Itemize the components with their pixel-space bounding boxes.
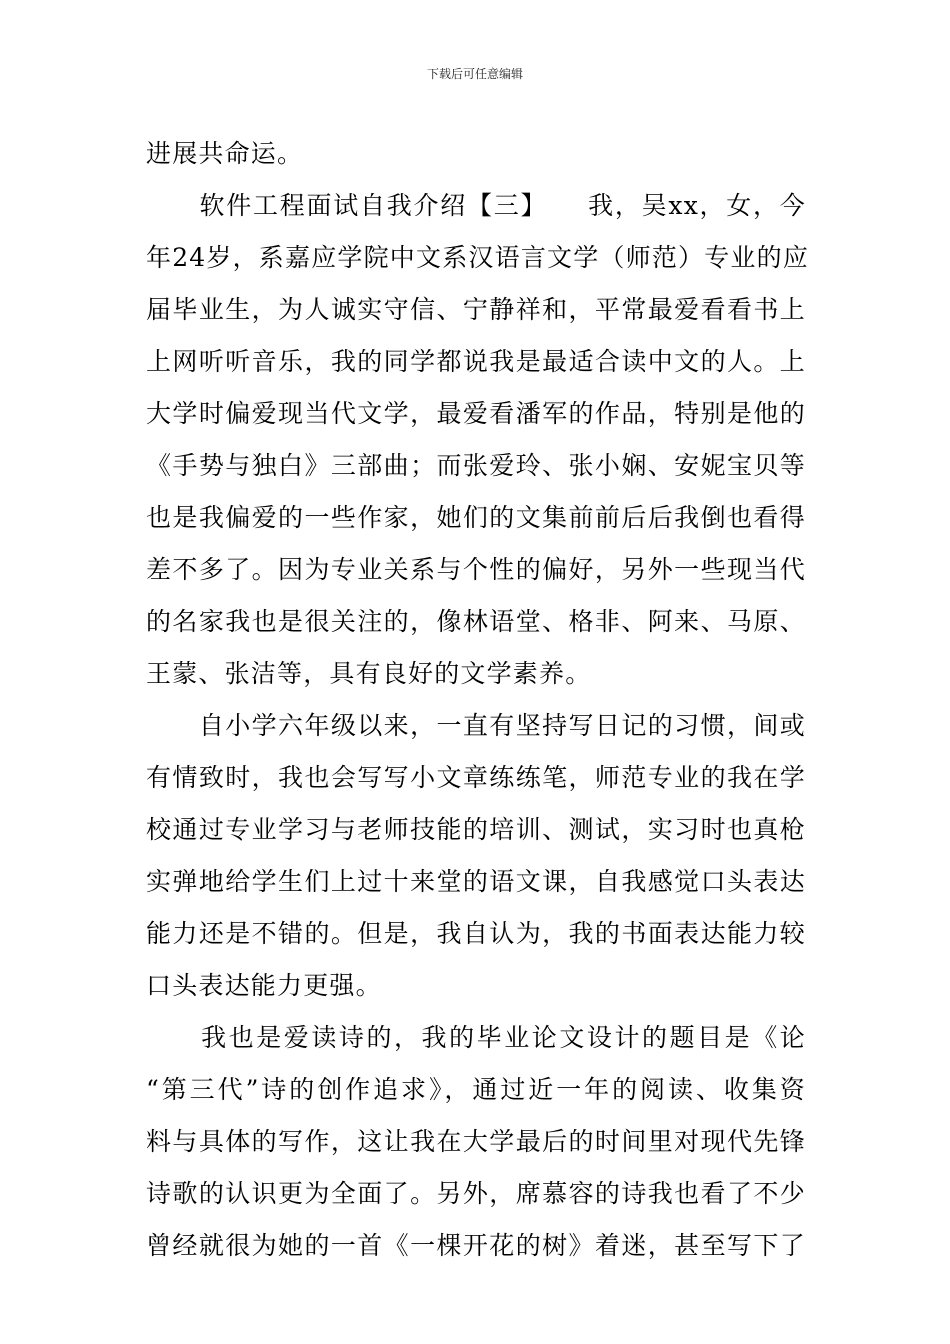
text-line: 年24岁，系嘉应学院中文系汉语言文学（师范）专业的应	[146, 243, 810, 272]
text-line: 《手势与独白》三部曲；而张爱玲、张小娴、安妮宝贝等	[146, 451, 806, 480]
text-line: 料与具体的写作，这让我在大学最后的时间里对现代先锋	[146, 1127, 806, 1156]
document-body	[146, 128, 810, 1272]
text-line: 我也是爱读诗的，我的毕业论文设计的题目是《论	[146, 1023, 806, 1052]
text-line: 口头表达能力更强。	[146, 971, 382, 1000]
text-line: 大学时偏爱现当代文学，最爱看潘军的作品，特别是他的	[146, 399, 806, 428]
text-line: 软件工程面试自我介绍【三】 我，吴xx，女，今	[146, 191, 806, 220]
text-line: 也是我偏爱的一些作家，她们的文集前前后后我倒也看得	[146, 503, 806, 532]
text-line: 进展共命运。	[146, 139, 304, 168]
text-line: 实弹地给学生们上过十来堂的语文课，自我感觉口头表达	[146, 867, 806, 896]
text-line: 王蒙、张洁等，具有良好的文学素养。	[146, 659, 592, 688]
text-line: 曾经就很为她的一首《一棵开花的树》着迷，甚至写下了	[146, 1231, 806, 1260]
text-line: 届毕业生，为人诚实守信、宁静祥和，平常最爱看看书上	[146, 295, 806, 324]
text-line: 诗歌的认识更为全面了。另外，席慕容的诗我也看了不少	[146, 1179, 806, 1208]
text-line: 能力还是不错的。但是，我自认为，我的书面表达能力较	[146, 919, 806, 948]
text-line: 差不多了。因为专业关系与个性的偏好，另外一些现当代	[146, 555, 806, 584]
page-header: 下载后可任意编辑	[426, 67, 523, 81]
text-line: 上网听听音乐，我的同学都说我是最适合读中文的人。上	[146, 347, 806, 376]
text-line: “第三代”诗的创作追求》，通过近一年的阅读、收集资	[146, 1075, 806, 1104]
text-line: 自小学六年级以来，一直有坚持写日记的习惯，间或	[146, 711, 806, 740]
text-line: 校通过专业学习与老师技能的培训、测试，实习时也真枪	[146, 815, 806, 844]
text-line: 有情致时，我也会写写小文章练练笔，师范专业的我在学	[146, 763, 806, 792]
text-line: 的名家我也是很关注的，像林语堂、格非、阿来、马原、	[146, 607, 806, 636]
